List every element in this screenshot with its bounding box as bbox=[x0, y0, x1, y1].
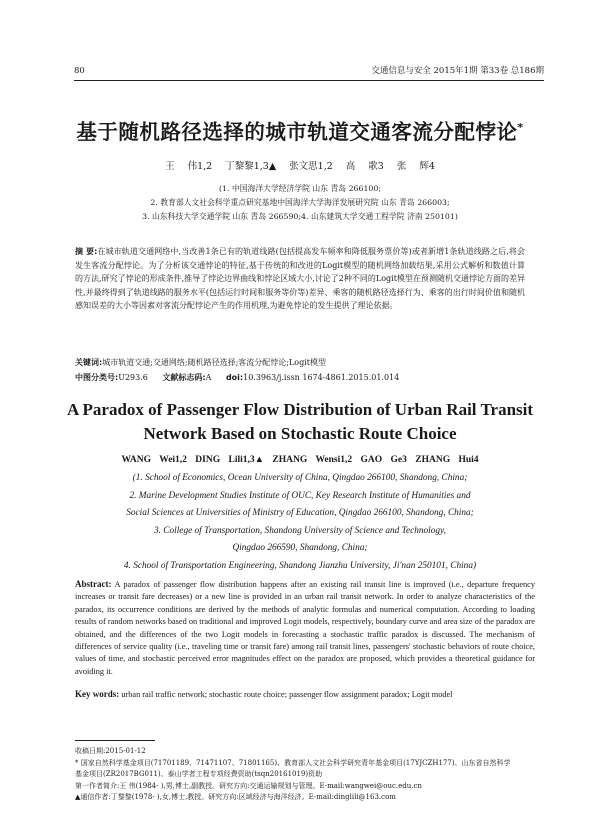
english-keywords-text: urban rail traffic network; stochastic route choice; passenger flow assignment paradox; Logit model bbox=[121, 690, 453, 699]
chinese-affiliation-line: 2. 教育部人文社会科学重点研究基地中国海洋大学海洋发展研究院 山东 青岛 266003; bbox=[150, 198, 450, 207]
chinese-abstract bbox=[75, 245, 525, 313]
doi-value: 10.3963/j.issn 1674-4861.2015.01.014 bbox=[243, 373, 400, 382]
english-abstract bbox=[75, 578, 535, 678]
english-affiliations bbox=[40, 470, 560, 575]
english-title-line: A Paradox of Passenger Flow Distribution of Urban Rail Transit bbox=[66, 400, 534, 419]
english-affiliation-line: 2. Marine Development Studies Institute of OUC, Key Research Institute of Humanities and bbox=[129, 490, 471, 501]
english-keywords-label: Key words: bbox=[75, 689, 120, 699]
english-affiliation-line: (1. School of Economics, Ocean University of China, Qingdao 266100, Shandong, China; bbox=[132, 473, 468, 483]
footnote-line: 收稿日期:2015-01-12 bbox=[75, 747, 146, 755]
english-title-line: Network Based on Stochastic Route Choice bbox=[143, 424, 457, 443]
chinese-title bbox=[60, 114, 540, 146]
page-number: 80 bbox=[74, 66, 85, 76]
english-abstract-text: A paradox of passenger flow distribution happens after an existing rail transit line is improved (i.e., departure frequency increases or transit fare decreases) or a new line is provided in an urban rail transit network. In order to analyze characteristics of the paradox, its occurrence conditions are derived by the methods of analytic formulas and numerical computation. According to loading results of random networks based on traditional and improved Logit models, respectively, boundary curve and area size of the paradox are obtained, and the differences of the two Logit models in forecasting a stochastic traffic paradox is discussed. The mechanism of differences of service quality (i.e., traveling time or transit fare) among rail transit lines, passengers' stochastic behaviors of route choice, values of time, and stochastic perceived error magnitudes effect on the paradox are proposed, which provides a theoretical guidance for avoiding it. bbox=[75, 580, 535, 676]
english-affiliation-line: 4. School of Transportation Engineering, Shandong Jianzhu University, Ji'nan 250101, China) bbox=[123, 560, 477, 571]
header-rule bbox=[74, 80, 544, 81]
english-affiliation-line: Social Sciences at Universities of Ministry of Education, Qingdao 266100, Shandong, China; bbox=[126, 508, 474, 518]
title-footnote-mark: * bbox=[517, 121, 524, 134]
english-keywords bbox=[75, 688, 545, 701]
doc-code-value: A bbox=[205, 373, 212, 382]
footnote-rule bbox=[75, 740, 155, 741]
journal-info: 交通信息与安全 2015年1期 第33卷 总186期 bbox=[371, 66, 544, 76]
english-abstract-label: Abstract: bbox=[75, 579, 112, 589]
chinese-keywords-text: 城市轨道交通;交通网络;随机路径选择;客流分配悖论;Logit模型 bbox=[102, 358, 327, 367]
chinese-title-text: 基于随机路径选择的城市轨道交通客流分配悖论 bbox=[76, 119, 518, 144]
clc-label: 中图分类号: bbox=[75, 373, 119, 382]
clc-value: U293.6 bbox=[118, 373, 148, 382]
footnote-line: * 国家自然科学基金项目(71701189、71471107、71801165)、教育部人文社会科学研究青年基金项目(17YJCZH177)、山东省自然科学 bbox=[75, 758, 511, 767]
english-authors: WANG Wei1,2 DING Lili1,3▲ ZHANG Wensi1,2 GAO Ge3 ZHANG Hui4 bbox=[121, 455, 479, 465]
english-affiliation-line: Qingdao 266590, Shandong, China; bbox=[232, 543, 368, 553]
doi-label: doi: bbox=[225, 373, 244, 382]
chinese-affiliation-line: 3. 山东科技大学交通学院 山东 青岛 266590;4. 山东建筑大学交通工程学院 济南 250101) bbox=[142, 212, 458, 221]
footnote-line: ▲通信作者:丁黎黎(1978- ),女,博士,教授。研究方向:区域经济与海洋经济。E-mail:dinglili@163.com bbox=[75, 793, 396, 802]
footnotes bbox=[75, 746, 545, 804]
footnote-line: 基金项目(ZR2017BG011)、泰山学者工程专项经费资助(tsqn20161019)资助 bbox=[75, 770, 323, 779]
chinese-keywords-label: 关键词: bbox=[75, 358, 103, 367]
chinese-affiliations bbox=[60, 182, 540, 224]
chinese-keywords bbox=[75, 356, 525, 369]
chinese-abstract-text: 在城市轨道交通网络中,当改善1条已有的轨道线路(包括提高发车频率和降低服务票价等)或者新增1条轨道线路之后,将会发生客流分配悖论。为了分析该交通悖论的特征,基于传统的和改进的Logit模型的随机网络加载结果,采用公式解析和数值计算的方法,研究了悖论的形成条件,推导了悖论边界曲线和悖论区域大小,讨论了2种不同的Logit模型在预测随机交通悖论方面的差异性,并最终得到了轨道线路的服务水平(包括运行时间和服务等价等)差异、乘客的随机路径选择行为、乘客的出行时间价值和随机感知误差的大小等因素对客流分配悖论产生的作用机理,为避免悖论的发生提供了理论依据。 bbox=[75, 247, 526, 310]
chinese-authors: 王 伟1,2 丁黎黎1,3▲ 张文思1,2 高 歌3 张 辉4 bbox=[165, 161, 435, 172]
footnote-line: 第一作者简介:王 伟(1984- ),男,博士,副教授。研究方向:交通运输规划与管理。E-mail:wangwei@ouc.edu.cn bbox=[75, 781, 422, 790]
english-title bbox=[60, 398, 540, 446]
chinese-abstract-label: 摘 要: bbox=[75, 247, 98, 256]
classification-line bbox=[75, 371, 545, 384]
english-affiliation-line: 3. College of Transportation, Shandong University of Science and Technology, bbox=[154, 525, 446, 536]
doc-code-label: 文献标志码: bbox=[162, 373, 206, 382]
running-header bbox=[74, 64, 544, 78]
chinese-affiliation-line: (1. 中国海洋大学经济学院 山东 青岛 266100; bbox=[219, 184, 381, 193]
